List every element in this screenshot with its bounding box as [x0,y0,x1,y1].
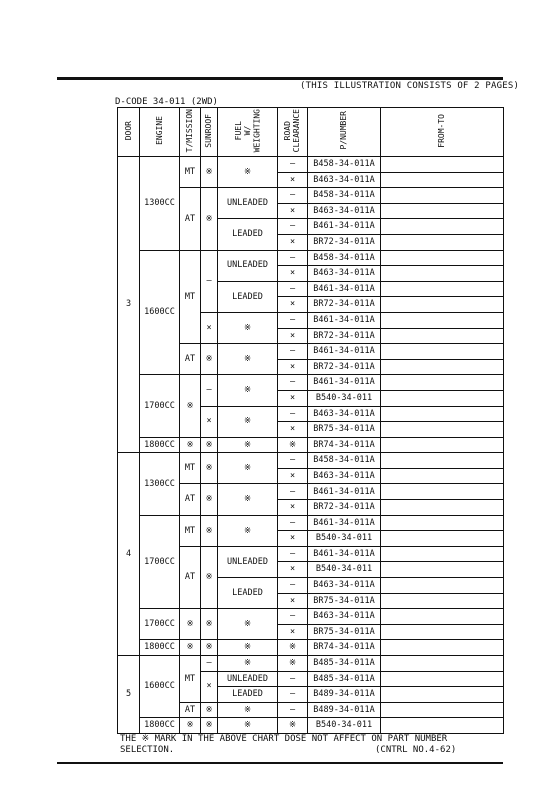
part-number: B485-34-011A [308,671,381,687]
part-number: BR72-34-011A [308,234,381,250]
transmission-cell: AT [180,484,201,515]
engine-cell: 1700CC [140,609,180,640]
sunroof-cell: ※ [201,453,218,484]
transmission-cell: MT [180,250,201,344]
sunroof-cell: ※ [201,609,218,640]
road-cell: ※ [278,640,308,656]
road-cell: × [278,531,308,547]
part-number: B461-34-011A [308,375,381,391]
road-cell: × [278,390,308,406]
col-fuel: FUEL W/ WEIGHTING [218,108,278,157]
road-cell: × [278,593,308,609]
transmission-cell: MT [180,515,201,546]
road-cell: ※ [278,656,308,672]
sunroof-cell: ※ [201,515,218,546]
sunroof-cell: ※ [201,718,218,734]
part-number: B463-34-011A [308,578,381,594]
table-row [118,656,504,672]
part-number: B463-34-011A [308,468,381,484]
col-door: DOOR [118,108,140,157]
part-number: BR74-34-011A [308,437,381,453]
col-transmission: T/MISSION [180,108,201,157]
fuel-cell: LEADED [218,578,278,609]
part-number: B461-34-011A [308,312,381,328]
table-row [118,515,504,531]
table-row [118,437,504,453]
fuel-cell: ※ [218,484,278,515]
table-row [118,375,504,391]
fuel-cell: ※ [218,344,278,375]
pages-note: (THIS ILLUSTRATION CONSISTS OF 2 PAGES) [300,81,520,91]
road-cell: — [278,671,308,687]
part-number: B540-34-011 [308,718,381,734]
fuel-cell: ※ [218,312,278,343]
from-to-cell [381,468,504,484]
door-cell: 5 [118,656,140,734]
road-cell: ※ [278,718,308,734]
sunroof-cell: ※ [201,484,218,515]
from-to-cell [381,422,504,438]
col-road-clearance: ROAD CLEARANCE [278,108,308,157]
part-number: B463-34-011A [308,266,381,282]
footnote-line-2: SELECTION. [120,745,175,755]
part-number: B458-34-011A [308,453,381,469]
transmission-cell: MT [180,453,201,484]
from-to-cell [381,172,504,188]
engine-cell: 1700CC [140,375,180,437]
road-cell: × [278,172,308,188]
table-row [118,609,504,625]
fuel-cell: ※ [218,702,278,718]
road-cell: × [278,328,308,344]
fuel-cell: LEADED [218,281,278,312]
road-cell: ※ [278,437,308,453]
col-from-to: FROM-TO [381,108,504,157]
fuel-cell: ※ [218,375,278,406]
sunroof-cell: ※ [201,702,218,718]
fuel-cell: ※ [218,453,278,484]
road-cell: × [278,266,308,282]
engine-cell: 1600CC [140,656,180,718]
col-sunroof: SUNROOF [201,108,218,157]
part-number: BR75-34-011A [308,422,381,438]
transmission-cell: ※ [180,375,201,437]
road-cell: × [278,468,308,484]
transmission-cell: MT [180,656,201,703]
road-cell: — [278,188,308,204]
fuel-cell: ※ [218,406,278,437]
table-row [118,453,504,469]
part-number: B458-34-011A [308,188,381,204]
bottom-rule [57,762,503,764]
road-cell: — [278,406,308,422]
part-number: B458-34-011A [308,157,381,173]
fuel-cell: ※ [218,656,278,672]
engine-cell: 1800CC [140,437,180,453]
road-cell: — [278,453,308,469]
sunroof-cell: ※ [201,640,218,656]
part-number: B458-34-011A [308,250,381,266]
part-number: B461-34-011A [308,344,381,360]
part-number: B540-34-011 [308,562,381,578]
from-to-cell [381,437,504,453]
fuel-cell: ※ [218,437,278,453]
from-to-cell [381,266,504,282]
part-number: B461-34-011A [308,219,381,235]
from-to-cell [381,453,504,469]
road-cell: × [278,359,308,375]
from-to-cell [381,656,504,672]
from-to-cell [381,702,504,718]
road-cell: — [278,515,308,531]
fuel-cell: UNLEADED [218,188,278,219]
part-number: B461-34-011A [308,546,381,562]
transmission-cell: AT [180,188,201,250]
fuel-cell: ※ [218,640,278,656]
road-cell: — [278,484,308,500]
sunroof-cell: ※ [201,344,218,375]
road-cell: — [278,344,308,360]
sunroof-cell: ※ [201,157,218,188]
part-number: BR75-34-011A [308,624,381,640]
transmission-cell: AT [180,546,201,608]
fuel-cell: UNLEADED [218,671,278,687]
part-number: B540-34-011 [308,531,381,547]
engine-cell: 1300CC [140,453,180,515]
fuel-cell: UNLEADED [218,250,278,281]
from-to-cell [381,359,504,375]
engine-cell: 1800CC [140,640,180,656]
fuel-cell: UNLEADED [218,546,278,577]
door-cell: 4 [118,453,140,656]
from-to-cell [381,515,504,531]
engine-cell: 1700CC [140,515,180,609]
road-cell: × [278,422,308,438]
dcode-label: D-CODE 34-011 (2WD) [115,97,218,107]
from-to-cell [381,390,504,406]
from-to-cell [381,203,504,219]
transmission-cell: ※ [180,718,201,734]
road-cell: — [278,281,308,297]
transmission-cell: AT [180,344,201,375]
table-row [118,718,504,734]
part-number: BR72-34-011A [308,500,381,516]
from-to-cell [381,531,504,547]
road-cell: × [278,297,308,313]
part-number: B540-34-011 [308,390,381,406]
engine-cell: 1800CC [140,718,180,734]
from-to-cell [381,640,504,656]
parts-chart [117,107,504,734]
part-number: BR75-34-011A [308,593,381,609]
from-to-cell [381,328,504,344]
col-part-number: P/NUMBER [308,108,381,157]
road-cell: — [278,578,308,594]
part-number: B463-34-011A [308,406,381,422]
sunroof-cell: — [201,250,218,312]
from-to-cell [381,312,504,328]
transmission-cell: ※ [180,437,201,453]
sunroof-cell: × [201,671,218,702]
road-cell: — [278,375,308,391]
from-to-cell [381,281,504,297]
sunroof-cell: × [201,312,218,343]
table-row [118,250,504,266]
from-to-cell [381,687,504,703]
road-cell: — [278,687,308,703]
from-to-cell [381,157,504,173]
from-to-cell [381,188,504,204]
door-cell: 3 [118,157,140,453]
from-to-cell [381,671,504,687]
part-number: B461-34-011A [308,281,381,297]
from-to-cell [381,219,504,235]
from-to-cell [381,593,504,609]
from-to-cell [381,375,504,391]
from-to-cell [381,484,504,500]
from-to-cell [381,344,504,360]
table-row [118,157,504,173]
engine-cell: 1600CC [140,250,180,375]
road-cell: × [278,234,308,250]
from-to-cell [381,500,504,516]
from-to-cell [381,297,504,313]
header-row [118,108,504,157]
from-to-cell [381,234,504,250]
from-to-cell [381,578,504,594]
road-cell: × [278,500,308,516]
part-number: BR72-34-011A [308,359,381,375]
part-number: B463-34-011A [308,203,381,219]
fuel-cell: ※ [218,515,278,546]
footnote-line-1: THE ※ MARK IN THE ABOVE CHART DOSE NOT AFFECT ON PART NUMBER [120,734,448,744]
sunroof-cell: ※ [201,546,218,608]
part-number: B461-34-011A [308,484,381,500]
road-cell: — [278,702,308,718]
part-number: BR74-34-011A [308,640,381,656]
road-cell: — [278,546,308,562]
top-rule [57,77,503,80]
road-cell: — [278,609,308,625]
part-number: B463-34-011A [308,609,381,625]
part-number: B463-34-011A [308,172,381,188]
from-to-cell [381,546,504,562]
road-cell: × [278,562,308,578]
from-to-cell [381,406,504,422]
road-cell: — [278,219,308,235]
col-engine: ENGINE [140,108,180,157]
table-row [118,640,504,656]
road-cell: — [278,157,308,173]
sunroof-cell: — [201,656,218,672]
road-cell: × [278,624,308,640]
road-cell: — [278,312,308,328]
transmission-cell: AT [180,702,201,718]
sunroof-cell: — [201,375,218,406]
control-number: (CNTRL NO.4-62) [375,745,457,755]
from-to-cell [381,718,504,734]
part-number: BR72-34-011A [308,328,381,344]
fuel-cell: LEADED [218,219,278,250]
part-number: B461-34-011A [308,515,381,531]
sunroof-cell: × [201,406,218,437]
fuel-cell: ※ [218,157,278,188]
engine-cell: 1300CC [140,157,180,251]
sunroof-cell: ※ [201,437,218,453]
part-number: B489-34-011A [308,702,381,718]
fuel-cell: LEADED [218,687,278,703]
transmission-cell: ※ [180,640,201,656]
from-to-cell [381,562,504,578]
road-cell: × [278,203,308,219]
fuel-cell: ※ [218,718,278,734]
transmission-cell: ※ [180,609,201,640]
from-to-cell [381,624,504,640]
part-number: B485-34-011A [308,656,381,672]
from-to-cell [381,250,504,266]
from-to-cell [381,609,504,625]
fuel-cell: ※ [218,609,278,640]
sunroof-cell: ※ [201,188,218,250]
transmission-cell: MT [180,157,201,188]
road-cell: — [278,250,308,266]
part-number: BR72-34-011A [308,297,381,313]
part-number: B489-34-011A [308,687,381,703]
